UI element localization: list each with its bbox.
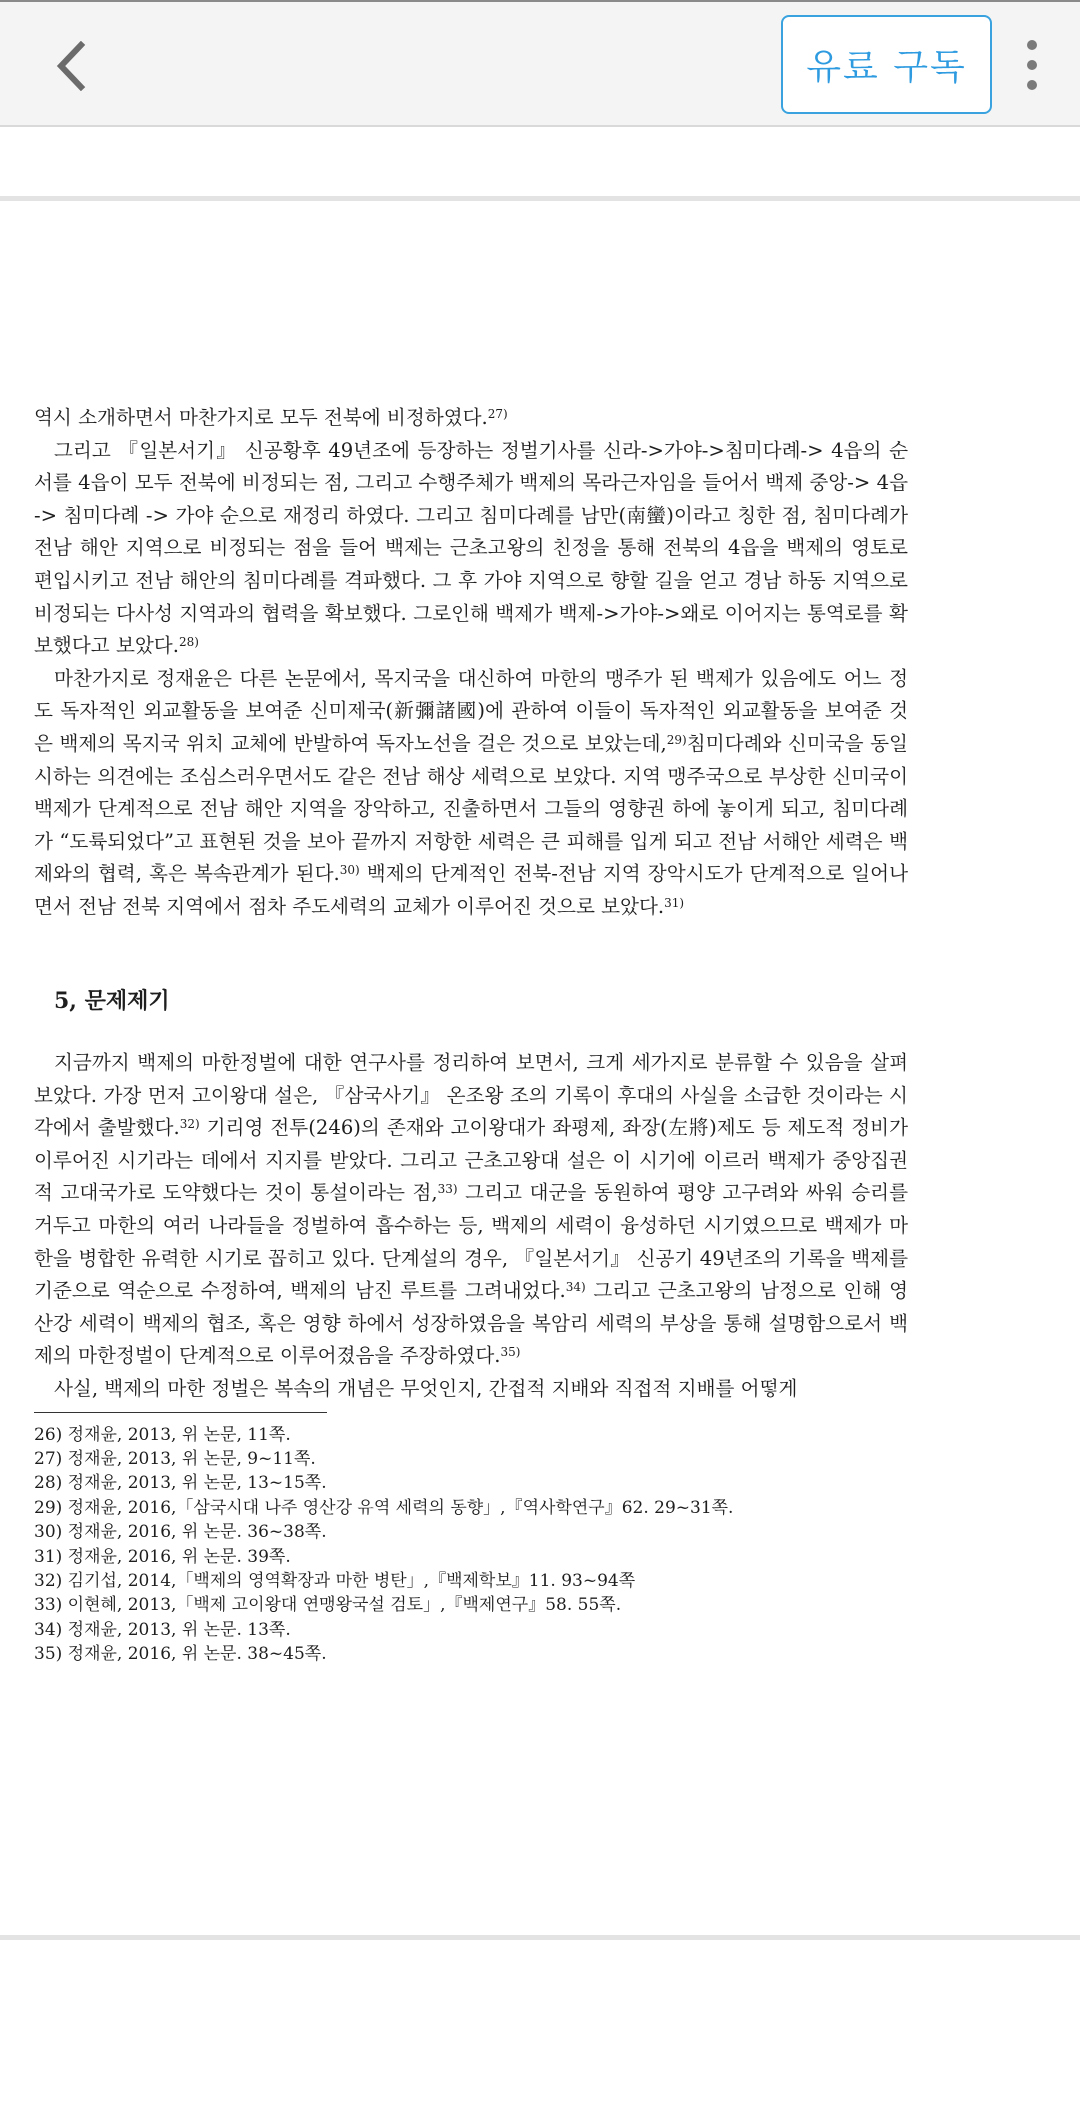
paragraph-text: 기리영 전투(246)의 존재와 고이왕대가 좌평제, 좌장(左將)제도 등 제도적 정비가 이루어진 시기라는 데에서 지지를 받았다. 그리고 근초고왕대 설은 이 시기에 이르러 백제가 중앙집권적 고대국가로 도약했다는 것이 통설이라는 점, [34, 1116, 909, 1205]
paragraph [34, 435, 908, 663]
paragraph-text: 침미다례와 신미국을 동일시하는 의견에는 조심스러우면서도 같은 전남 해상 세력으로 보았다. 지역 맹주국으로 부상한 신미국이 백제가 단계적으로 전남 해안 지역을 장악하고, 진출하면서 그들의 영향권 하에 놓이게 되고, 침미다례가 “도륙되었다”고 표현된 것을 보아 끝까지 저항한 세력은 큰 피해를 입게 되고 전남 서해안 세력은 백제와의 협력, 혹은 복속관계가 된다. [34, 731, 908, 886]
footnote-ref[interactable]: 34) [565, 1280, 586, 1295]
footnote: 32) 김기섭, 2014,「백제의 영역확장과 마한 병탄」,『백제학보』11. 93~94쪽 [34, 1571, 636, 1592]
footnote: 30) 정재윤, 2016, 위 논문. 36~38쪽. [34, 1522, 327, 1543]
footnote-ref[interactable]: 31) [664, 895, 685, 910]
document-page [0, 206, 1080, 1938]
paragraph-text: 역시 소개하면서 마찬가지로 모두 전북에 비정하였다. [34, 406, 488, 429]
paragraph [34, 1373, 908, 1406]
footnote-ref[interactable]: 27) [487, 407, 508, 421]
footnote-ref[interactable]: 33) [437, 1182, 458, 1197]
footnote: 27) 정재윤, 2013, 위 논문, 9~11쪽. [34, 1449, 316, 1470]
sub-toolbar [0, 127, 1080, 201]
more-options-button[interactable] [1012, 32, 1052, 98]
paragraph [34, 663, 908, 924]
page-divider [0, 1935, 1080, 1940]
footnote: 34) 정재윤, 2013, 위 논문. 13쪽. [34, 1619, 291, 1640]
paragraph-text: 백제의 단계적인 전북-전남 지역 장악시도가 단계적으로 일어나면서 전남 전북 지역에서 점차 주도세력의 교체가 이루어진 것으로 보았다. [34, 862, 908, 918]
paragraph-text: 그리고 근초고왕의 남정으로 인해 영산강 세력이 백제의 협조, 혹은 영향 하에서 성장하였음을 복암리 세력의 부상을 통해 설명함으로서 백제의 마한정벌이 단계적으로 이루어졌음을 주장하였다. [34, 1279, 909, 1368]
footnote: 26) 정재윤, 2013, 위 논문, 11쪽. [34, 1424, 291, 1445]
footnote-list [34, 1423, 908, 1667]
footnote: 35) 정재윤, 2016, 위 논문. 38~45쪽. [34, 1644, 327, 1665]
top-app-bar [0, 0, 1080, 127]
paragraph-text: 그리고 『일본서기』 신공황후 49년조에 등장하는 정벌기사를 신라->가야->침미다례-> 4읍의 순서를 4읍이 모두 전북에 비정되는 점, 그리고 수행주체가 백제의 목라근자임을 들어서 백제 중앙-> 4읍 -> 침미다례 -> 가야 순으로 재정리 하였다. 그리고 침미다례를 남만(南蠻)이라고 칭한 점, 침미다례가 전남 해안 지역으로 비정되는 점을 들어 백제는 근초고왕의 친정을 통해 전북의 4읍을 백제의 영토로 편입시키고 전남 해안의 침미다례를 격파했다. 그 후 가야 지역으로 향할 길을 얻고 경남 하동 지역으로 비정되는 다사성 지역과의 협력을 확보했다. 그로인해 백제가 백제->가야->왜로 이어지는 통역로를 확보했다고 보았다. [34, 438, 908, 658]
footnote-ref[interactable]: 30) [339, 863, 360, 878]
footnote: 29) 정재윤, 2016,「삼국시대 나주 영산강 유역 세력의 동향」,『역사학연구』62. 29~31쪽. [34, 1497, 734, 1518]
footnote-ref[interactable]: 28) [178, 635, 199, 650]
paragraph-text: 마찬가지로 정재윤은 다른 논문에서, 목지국을 대신하여 마한의 맹주가 된 백제가 있음에도 어느 정도 독자적인 외교활동을 보여준 신미제국(新彌諸國)에 관하여 이들이 독자적인 외교활동을 보여준 것은 백제의 목지국 위치 교체에 반발하여 독자노선을 걸은 것으로 보았는데, [34, 666, 908, 755]
footnote-divider [34, 1412, 327, 1413]
paragraph-text: 지금까지 백제의 마한정벌에 대한 연구사를 정리하여 보면서, 크게 세가지로 분류할 수 있음을 살펴보았다. 가장 먼저 고이왕대 설은, 『삼국사기』 온조왕 조의 기록이 후대의 사실을 소급한 것이라는 시각에서 출발했다. [34, 1051, 908, 1140]
subscribe-button[interactable]: 유료 구독 [781, 15, 992, 114]
back-button[interactable] [40, 30, 100, 102]
footnote: 31) 정재윤, 2016, 위 논문. 39쪽. [34, 1546, 291, 1567]
paragraph-text: 그리고 대군을 동원하여 평양 고구려와 싸워 승리를 거두고 마한의 여러 나라들을 정벌하여 흡수하는 등, 백제의 세력이 융성하던 시기였으므로 백제가 마한을 병합한 유력한 시기로 꼽히고 있다. 단계설의 경우, 『일본서기』 신공기 49년조의 기록을 백제를 기준으로 역순으로 수정하여, 백제의 남진 루트를 그려내었다. [34, 1181, 909, 1303]
more-vertical-icon [1027, 40, 1037, 50]
paragraph-text: 사실, 백제의 마한 정벌은 복속의 개념은 무엇인지, 간접적 지배와 직접적 지배를 어떻게 [54, 1377, 798, 1401]
footnote: 33) 이현혜, 2013,「백제 고이왕대 연맹왕국설 검토」,『백제연구』58. 55쪽. [34, 1595, 622, 1616]
footnote-ref[interactable]: 35) [500, 1345, 521, 1360]
footnote-ref[interactable]: 29) [666, 732, 687, 747]
document-body [34, 402, 908, 1667]
paragraph [34, 1047, 908, 1373]
footnote: 28) 정재윤, 2013, 위 논문, 13~15쪽. [34, 1473, 327, 1494]
paragraph [34, 402, 908, 435]
footnote-ref[interactable]: 32) [179, 1117, 200, 1132]
section-heading: 5, 문제제기 [54, 987, 170, 1014]
chevron-left-icon [53, 41, 87, 91]
